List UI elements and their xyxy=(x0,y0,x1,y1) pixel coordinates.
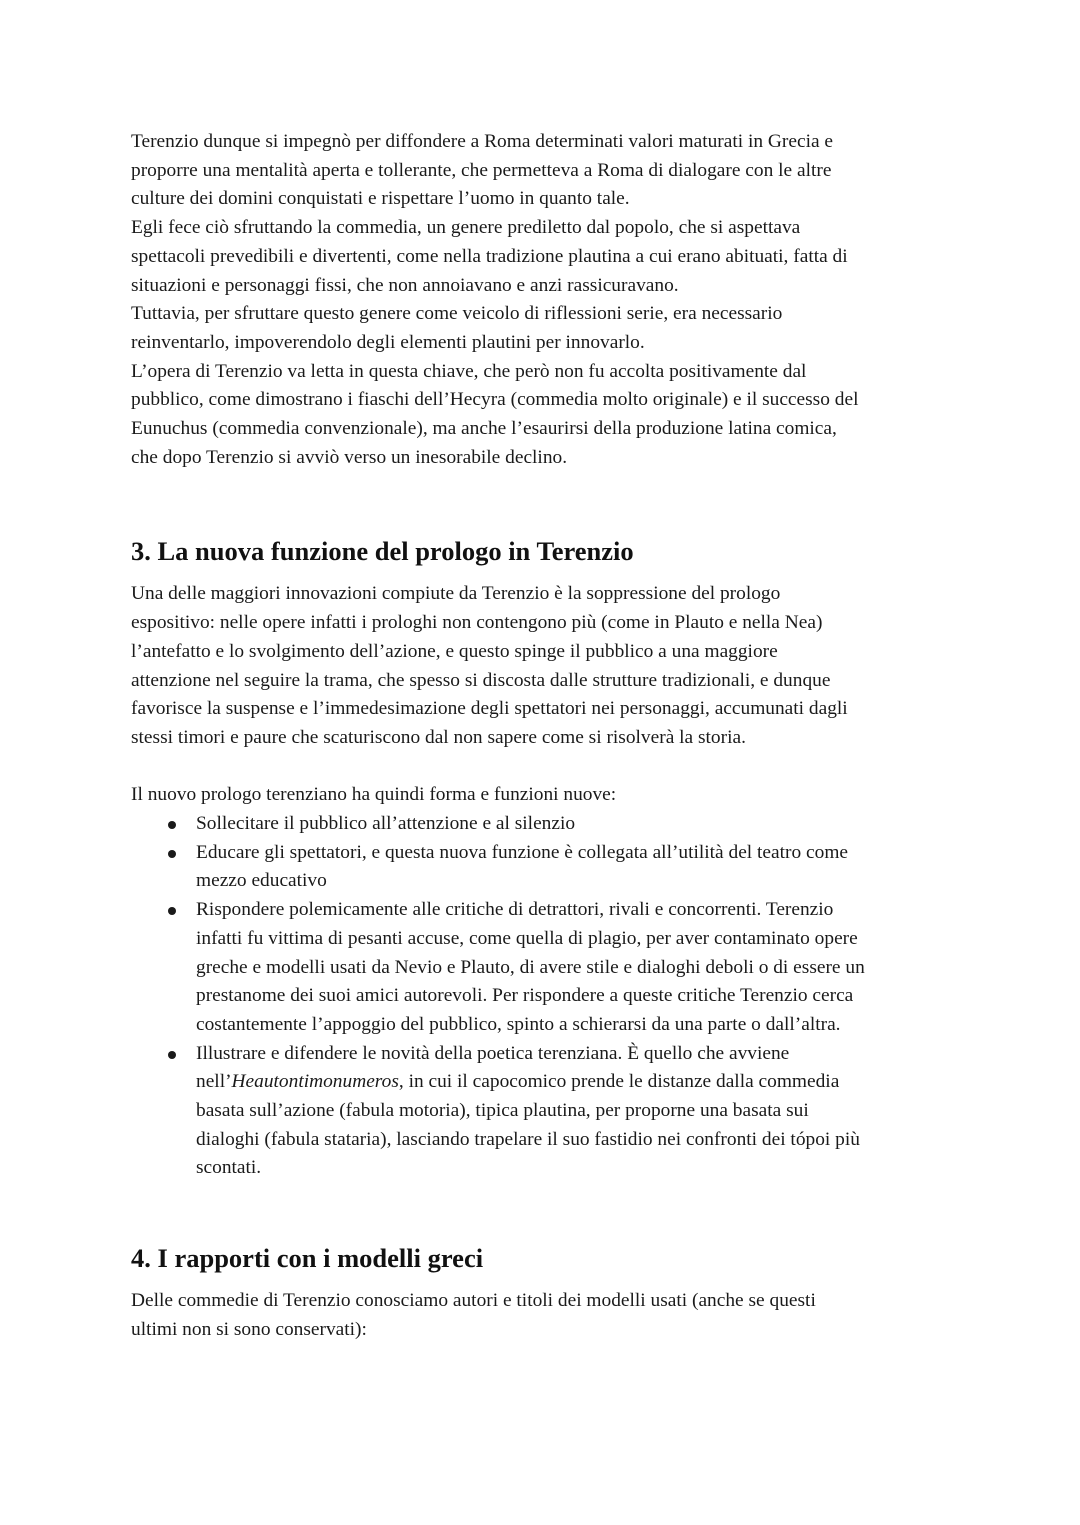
bullet-icon xyxy=(168,907,176,915)
text-line: ultimi non si sono conservati): xyxy=(131,1318,367,1340)
text-line: Il nuovo prologo terenziano ha quindi forma e funzioni nuove: xyxy=(131,784,617,806)
text-line: attenzione nel seguire la trama, che spesso si discosta dalle strutture tradizionali, e dunque xyxy=(131,669,831,691)
list-item xyxy=(131,1040,961,1184)
text-line: stessi timori e paure che scaturiscono dal non sapere come si risolverà la storia. xyxy=(131,726,746,748)
text-line: l’antefatto e lo svolgimento dell’azione, e questo spinge il pubblico a una maggiore xyxy=(131,640,778,662)
list-item xyxy=(131,810,961,839)
text-line: L’opera di Terenzio va letta in questa chiave, che però non fu accolta positivamente dal xyxy=(131,360,807,382)
bullet-icon xyxy=(168,850,176,858)
text-line: situazioni e personaggi fissi, che non annoiavano e anzi rassicuravano. xyxy=(131,274,679,296)
list-item xyxy=(131,896,961,1040)
text-line: Delle commedie di Terenzio conosciamo autori e titoli dei modelli usati (anche se questi xyxy=(131,1290,816,1312)
text-line: costantemente l’appoggio del pubblico, spinto a schierarsi da una parte o dall’altra. xyxy=(196,1013,841,1035)
text-line: pubblico, come dimostrano i fiaschi dell’Hecyra (commedia molto originale) e il successo del xyxy=(131,389,859,411)
intro-paragraph xyxy=(131,128,961,472)
paragraph-gap xyxy=(131,753,961,782)
text-line: favorisce la suspense e l’immedesimazione degli spettatori nei personaggi, accumunati dagli xyxy=(131,698,848,720)
section-4-paragraph xyxy=(131,1287,961,1344)
text-line: Una delle maggiori innovazioni compiute da Terenzio è la soppressione del prologo xyxy=(131,583,781,605)
text-fragment: nell’ xyxy=(196,1071,232,1093)
text-line: scontati. xyxy=(196,1157,262,1179)
text-line: dialoghi (fabula stataria), lasciando trapelare il suo fastidio nei confronti dei tópoi più xyxy=(196,1128,860,1150)
text-line: Illustrare e difendere le novità della poetica terenziana. È quello che avviene xyxy=(196,1042,790,1064)
work-title: Heautontimonumeros xyxy=(231,1071,399,1093)
text-line: culture dei domini conquistati e rispettare l’uomo in quanto tale. xyxy=(131,188,630,210)
text-line: spettacoli prevedibili e divertenti, come nella tradizione plautina a cui erano abituati, fatta di xyxy=(131,245,848,267)
bullet-icon xyxy=(168,1051,176,1059)
document-page xyxy=(131,128,961,1345)
text-line: Educare gli spettatori, e questa nuova funzione è collegata all’utilità del teatro come xyxy=(196,841,849,863)
text-line: prestanome dei suoi amici autorevoli. Per rispondere a queste critiche Terenzio cerca xyxy=(196,985,854,1007)
list-item xyxy=(131,839,961,896)
bullet-icon xyxy=(168,821,176,829)
section-3-list-intro xyxy=(131,781,961,810)
text-line: Egli fece ciò sfruttando la commedia, un genere prediletto dal popolo, che si aspettava xyxy=(131,217,801,239)
text-line: espositivo: nelle opere infatti i prologhi non contengono più (come in Plauto e nella Nea) xyxy=(131,612,823,634)
text-line: Tuttavia, per sfruttare questo genere come veicolo di riflessioni serie, era necessario xyxy=(131,303,783,325)
text-fragment: , in cui il capocomico prende le distanze dalla commedia xyxy=(398,1071,840,1093)
text-line: greche e modelli usati da Nevio e Plauto, di avere stile e dialoghi deboli o di essere un xyxy=(196,956,865,978)
text-line: Sollecitare il pubblico all’attenzione e al silenzio xyxy=(196,813,576,835)
text-line: mezzo educativo xyxy=(196,870,327,892)
text-line: basata sull’azione (fabula motoria), tipica plautina, per proporne una basata sui xyxy=(196,1100,809,1122)
section-4-heading: 4. I rapporti con i modelli greci xyxy=(131,1243,484,1274)
text-line: infatti fu vittima di pesanti accuse, come quella di plagio, per aver contaminato opere xyxy=(196,927,858,949)
text-line: che dopo Terenzio si avviò verso un inesorabile declino. xyxy=(131,446,568,468)
text-line: Terenzio dunque si impegnò per diffondere a Roma determinati valori maturati in Grecia e xyxy=(131,131,834,152)
section-3-heading: 3. La nuova funzione del prologo in Terenzio xyxy=(131,536,634,567)
text-line: proporre una mentalità aperta e tollerante, che permetteva a Roma di dialogare con le altre xyxy=(131,159,832,181)
text-line xyxy=(196,1068,961,1097)
prologue-functions-list xyxy=(131,810,961,1183)
text-line: reinventarlo, impoverendolo degli elementi plautini per innovarlo. xyxy=(131,331,645,353)
text-line: Rispondere polemicamente alle critiche di detrattori, rivali e concorrenti. Terenzio xyxy=(196,899,834,921)
section-3-paragraph xyxy=(131,580,961,752)
text-line: Eunuchus (commedia convenzionale), ma anche l’esaurirsi della produzione latina comica, xyxy=(131,418,837,440)
